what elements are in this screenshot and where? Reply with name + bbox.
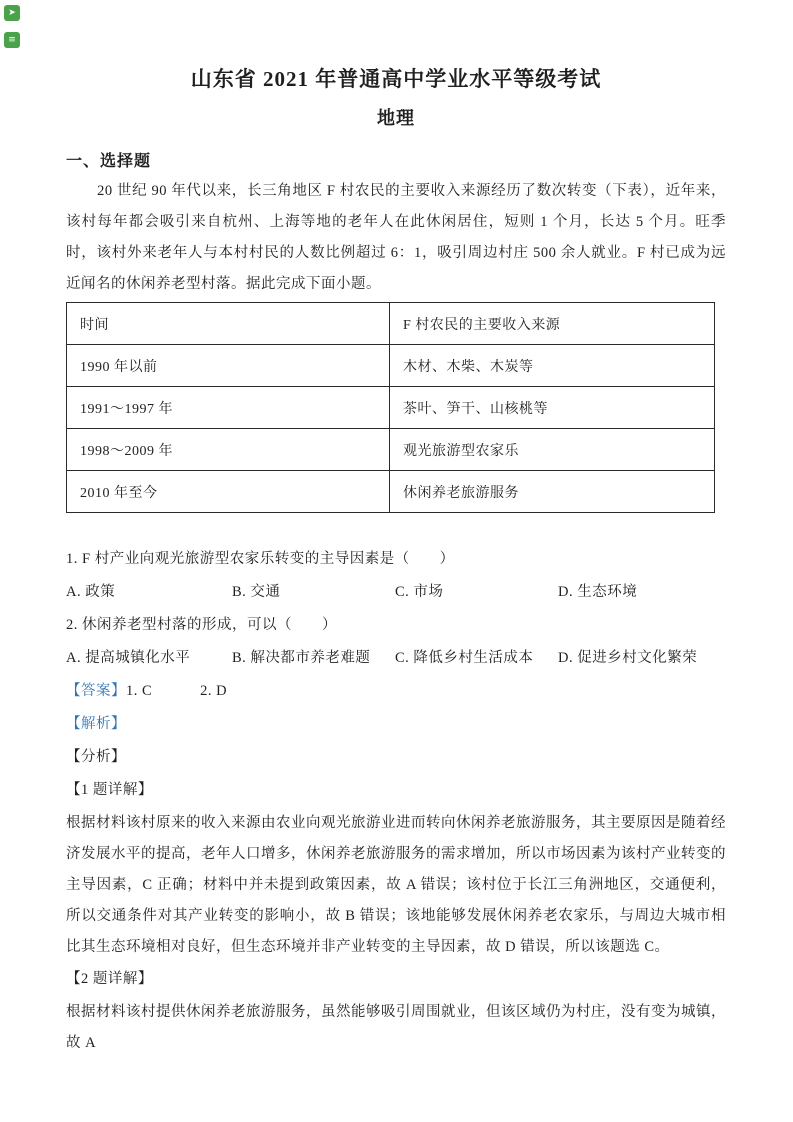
page-title: 山东省 2021 年普通高中学业水平等级考试 bbox=[190, 67, 602, 91]
table-row bbox=[67, 429, 715, 471]
question-1-options bbox=[66, 576, 726, 609]
detail-2-paragraph: 根据材料该村提供休闲养老旅游服务，虽然能够吸引周围就业，但该区域仍为村庄，没有变为城镇，故 A bbox=[66, 1004, 726, 1051]
green-badge-top[interactable] bbox=[4, 5, 20, 21]
document-content bbox=[66, 0, 726, 1059]
income-source-table bbox=[66, 302, 715, 513]
option-2a: A. 提高城镇化水平 bbox=[66, 650, 191, 666]
table-cell-income: 休闲养老旅游服务 bbox=[390, 471, 715, 513]
detail-2-label: 【2 题详解】 bbox=[66, 971, 153, 987]
option-2b: B. 解决都市养老难题 bbox=[232, 650, 371, 666]
table-header-row bbox=[67, 303, 715, 345]
question-2-options bbox=[66, 642, 726, 675]
question-2-stem: 2. 休闲养老型村落的形成，可以（ ） bbox=[66, 617, 337, 633]
fenxi-label: 【分析】 bbox=[66, 749, 126, 765]
table-cell-income: 木材、木柴、木炭等 bbox=[390, 345, 715, 387]
option-1d: D. 生态环境 bbox=[558, 584, 638, 600]
option-2d: D. 促进乡村文化繁荣 bbox=[558, 650, 698, 666]
table-row bbox=[67, 387, 715, 429]
question-1-number: 1. bbox=[66, 551, 78, 567]
table-cell-period: 1990 年以前 bbox=[67, 345, 390, 387]
table-cell-income: 茶叶、笋干、山核桃等 bbox=[390, 387, 715, 429]
answer-item-1: 1. C bbox=[126, 683, 153, 699]
table-row bbox=[67, 345, 715, 387]
intro-paragraph: 20 世纪 90 年代以来，长三角地区 F 村农民的主要收入来源经历了数次转变（下表），近年来，该村每年都会吸引来自杭州、上海等地的老年人在此休闲居住，短则 1 个月，长达 5 个月。旺季时，该村外来老年人与本村村民的人数比例超过 6：1，吸引周边村庄 500 余人就业。F 村已成为远近闻名的休闲养老型村落。据此完成下面小题。 bbox=[66, 183, 726, 292]
table-cell-period: 2010 年至今 bbox=[67, 471, 390, 513]
table-row bbox=[67, 471, 715, 513]
table-cell-period: 1991～1997 年 bbox=[67, 387, 390, 429]
page-subtitle: 地理 bbox=[377, 108, 415, 128]
header-cell-income: F 村农民的主要收入来源 bbox=[390, 303, 715, 345]
list-icon: ≡ bbox=[8, 34, 16, 45]
detail-1-paragraph: 根据材料该村原来的收入来源由农业向观光旅游业进而转向休闲养老旅游服务，其主要原因是随着经济发展水平的提高，老年人口增多，休闲养老旅游服务的需求增加，所以市场因素为该村产业转变的主导因素，C 正确；材料中并未提到政策因素，故 A 错误；该村位于长江三角洲地区，交通便利，所以交通条件对其产业转变的影响小，故 B 错误；该地能够发展休闲养老农家乐，与周边大城市相比其生态环境相对良好，但生态环境并非产业转变的主导因素，故 D 错误，所以该题选 C。 bbox=[66, 815, 726, 955]
green-badge-bottom[interactable] bbox=[4, 32, 20, 48]
section-heading: 一、选择题 bbox=[66, 153, 152, 170]
detail-1-label: 【1 题详解】 bbox=[66, 782, 153, 798]
option-1c: C. 市场 bbox=[395, 584, 444, 600]
question-1-stem: 1. F 村产业向观光旅游型农家乐转变的主导因素是（ ） bbox=[66, 551, 455, 567]
answer-label: 【答案】 bbox=[66, 683, 126, 699]
answer-item-2: 2. D bbox=[200, 683, 228, 699]
option-1b: B. 交通 bbox=[232, 584, 281, 600]
table-cell-income: 观光旅游型农家乐 bbox=[390, 429, 715, 471]
corner-badges bbox=[4, 5, 22, 59]
question-2-number: 2. bbox=[66, 617, 78, 633]
option-1a: A. 政策 bbox=[66, 584, 116, 600]
header-cell-time: 时间 bbox=[67, 303, 390, 345]
answer-line bbox=[66, 675, 726, 708]
jiexi-label: 【解析】 bbox=[66, 716, 126, 732]
option-2c: C. 降低乡村生活成本 bbox=[395, 650, 534, 666]
arrow-icon: ➤ bbox=[8, 7, 16, 18]
table-cell-period: 1998～2009 年 bbox=[67, 429, 390, 471]
